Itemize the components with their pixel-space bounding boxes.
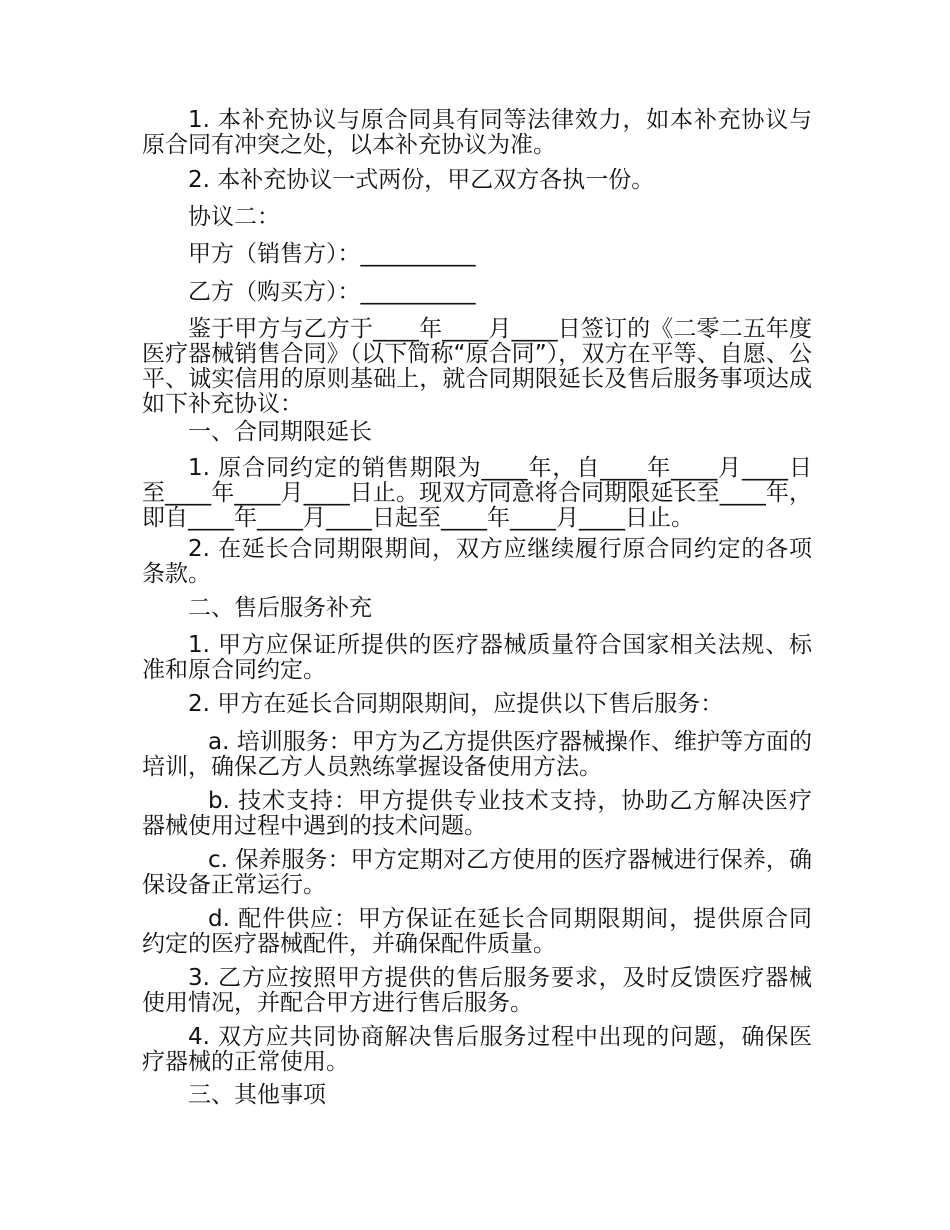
section-2-item-3: 3. 乙方应按照甲方提供的售后服务要求，及时反馈医疗器械使用情况，并配合甲方进行售后服务。 (142, 965, 812, 1016)
section-1-item-1: 1. 原合同约定的销售期限为____年，自____年____月____日至____年____月____日止。现双方同意将合同期限延长至____年，即自____年____月____日起至____年____月____日止。 (142, 455, 812, 531)
service-b-tech-support: b. 技术支持：甲方提供专业技术支持，协助乙方解决医疗器械使用过程中遇到的技术问题。 (142, 788, 812, 839)
service-c-maintenance: c. 保养服务：甲方定期对乙方使用的医疗器械进行保养，确保设备正常运行。 (142, 847, 812, 898)
section-1-heading: 一、合同期限延长 (188, 419, 372, 445)
clause-2-copies: 2. 本补充协议一式两份，甲乙双方各执一份。 (188, 167, 655, 193)
party-b-buyer: 乙方（购买方）：__________ (188, 279, 476, 305)
agreement-two-heading: 协议二： (188, 204, 280, 230)
section-2-item-2: 2. 甲方在延长合同期限期间，应提供以下售后服务： (188, 691, 724, 717)
section-1-item-2: 2. 在延长合同期限期间，双方应继续履行原合同约定的各项条款。 (142, 536, 812, 587)
section-2-heading: 二、售后服务补充 (188, 595, 372, 621)
section-3-heading: 三、其他事项 (188, 1082, 326, 1108)
service-d-parts-supply: d. 配件供应：甲方保证在延长合同期限期间，提供原合同约定的医疗器械配件，并确保配件质量。 (142, 906, 812, 957)
clause-1-legal-effect: 1. 本补充协议与原合同具有同等法律效力，如本补充协议与原合同有冲突之处，以本补充协议为准。 (142, 107, 812, 158)
section-2-item-1: 1. 甲方应保证所提供的医疗器械质量符合国家相关法规、标准和原合同约定。 (142, 632, 812, 683)
section-2-item-4: 4. 双方应共同协商解决售后服务过程中出现的问题，确保医疗器械的正常使用。 (142, 1024, 812, 1075)
party-a-seller: 甲方（销售方）：__________ (188, 241, 476, 267)
preamble-paragraph: 鉴于甲方与乙方于____年____月____日签订的《二零二五年度医疗器械销售合同》（以下简称“原合同”），双方在平等、自愿、公平、诚实信用的原则基础上，就合同期限延长及售后服务事项达成如下补充协议： (142, 316, 812, 417)
service-a-training: a. 培训服务：甲方为乙方提供医疗器械操作、维护等方面的培训，确保乙方人员熟练掌握设备使用方法。 (142, 729, 812, 780)
